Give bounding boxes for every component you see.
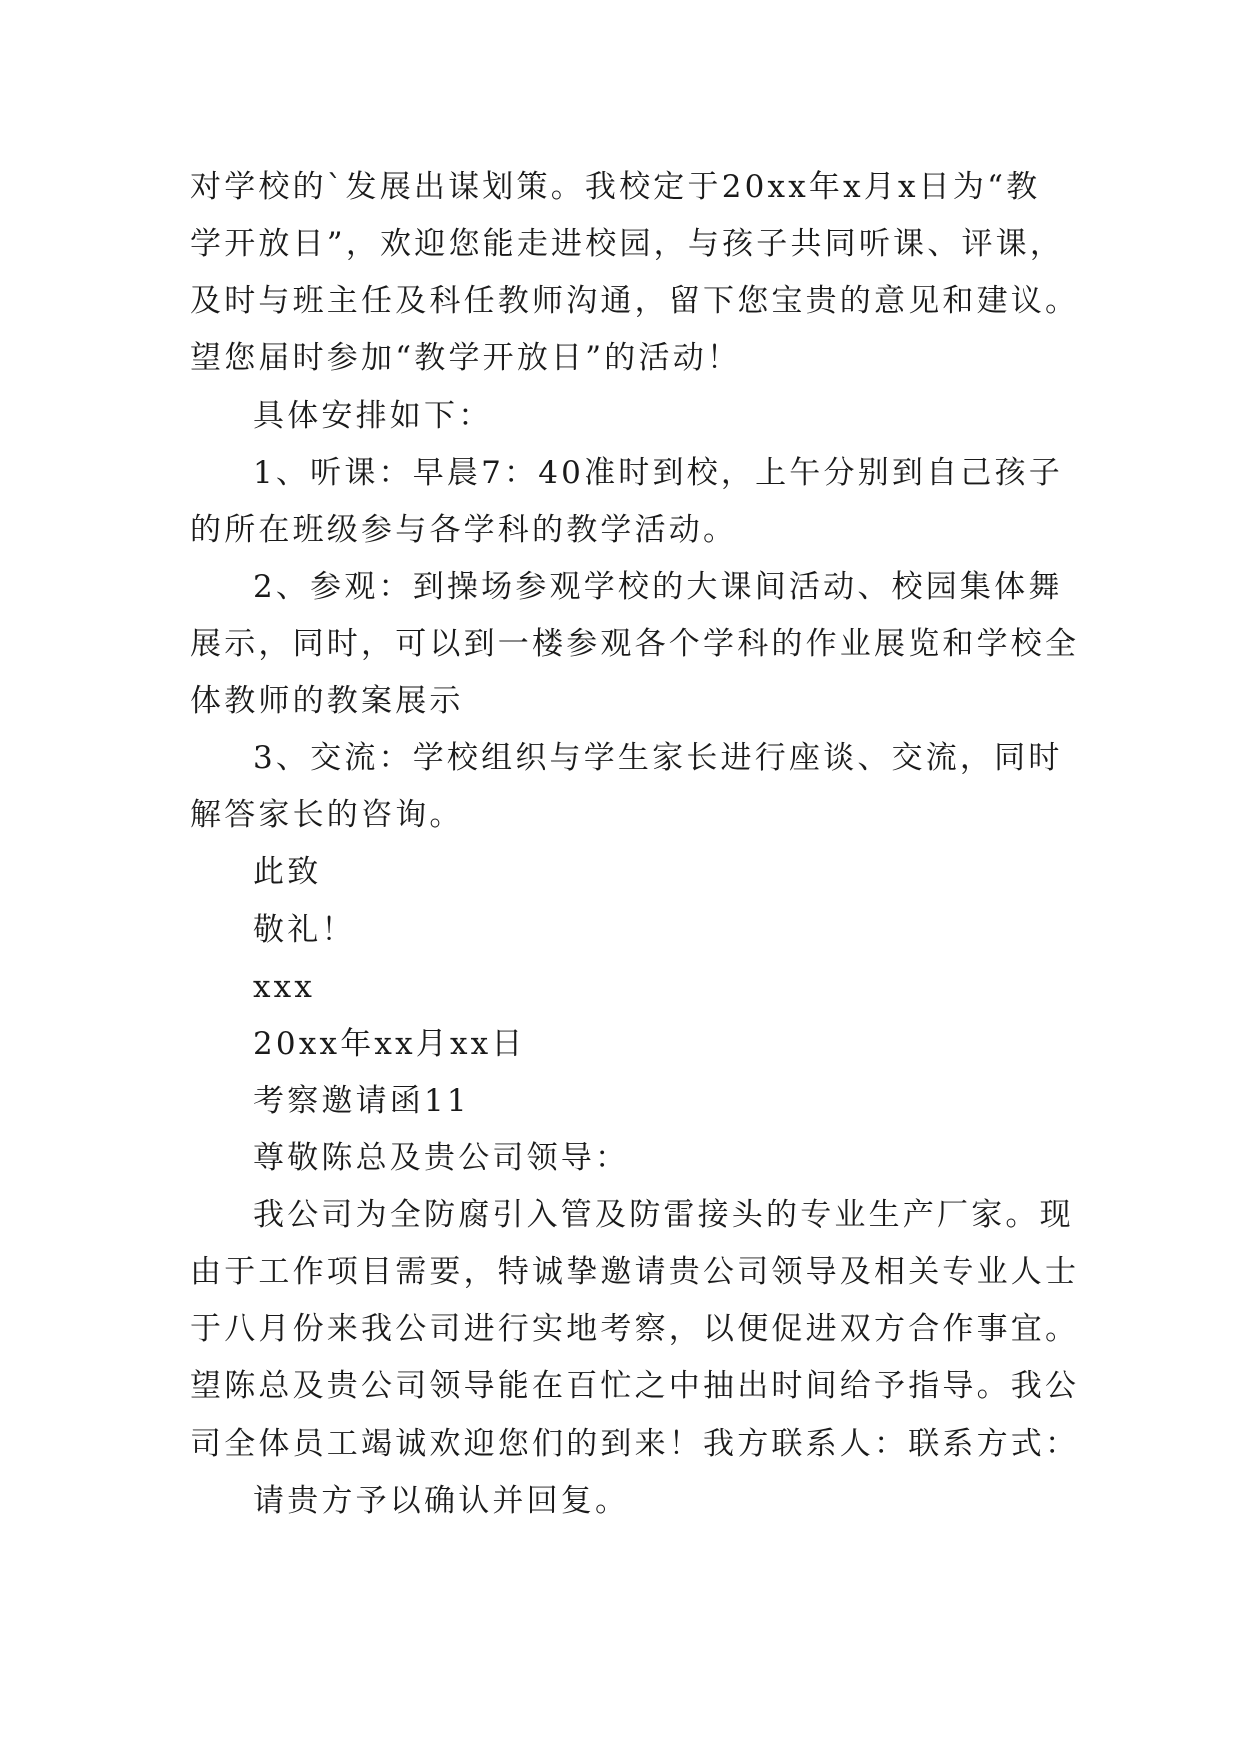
section-title: 考察邀请函11 <box>253 1083 470 1119</box>
body-text-line: 对学校的`发展出谋划策。我校定于20xx年x月x日为“教 <box>190 169 1041 205</box>
closing-salutation: 敬礼！ <box>253 912 356 948</box>
body-text-line: 由于工作项目需要，特诚挚邀请贵公司领导及相关专业人士 <box>190 1254 1080 1290</box>
body-text-line: 于八月份来我公司进行实地考察，以便促进双方合作事宜。 <box>190 1311 1080 1347</box>
body-text-line: 司全体员工竭诚欢迎您们的到来！我方联系人：联系方式： <box>190 1426 1080 1462</box>
signature-name: xxx <box>253 969 316 1005</box>
body-text-line: 具体安排如下： <box>253 398 493 434</box>
body-text-line: 望陈总及贵公司领导能在百忙之中抽出时间给予指导。我公 <box>190 1368 1080 1404</box>
body-text-line: 体教师的教案展示 <box>190 683 464 719</box>
body-text-line: 解答家长的咨询。 <box>190 797 464 833</box>
body-text-line: 学开放日”，欢迎您能走进校园，与孩子共同听课、评课， <box>190 226 1065 262</box>
body-text-line: 3、交流：学校组织与学生家长进行座谈、交流，同时 <box>253 740 1063 776</box>
body-text-line: 请贵方予以确认并回复。 <box>253 1483 630 1519</box>
closing-phrase: 此致 <box>253 854 322 890</box>
signature-date: 20xx年xx月xx日 <box>253 1026 526 1062</box>
body-text-line: 1、听课：早晨7：40准时到校，上午分别到自己孩子 <box>253 455 1063 491</box>
salutation: 尊敬陈总及贵公司领导： <box>253 1140 630 1176</box>
body-text-line: 展示，同时，可以到一楼参观各个学科的作业展览和学校全 <box>190 626 1080 662</box>
body-text-line: 2、参观：到操场参观学校的大课间活动、校园集体舞 <box>253 569 1063 605</box>
body-text-line: 我公司为全防腐引入管及防雷接头的专业生产厂家。现 <box>253 1197 1074 1233</box>
body-text-line: 及时与班主任及科任教师沟通，留下您宝贵的意见和建议。 <box>190 283 1080 319</box>
body-text-line: 的所在班级参与各学科的教学活动。 <box>190 512 738 548</box>
body-text-line: 望您届时参加“教学开放日”的活动！ <box>190 340 742 376</box>
